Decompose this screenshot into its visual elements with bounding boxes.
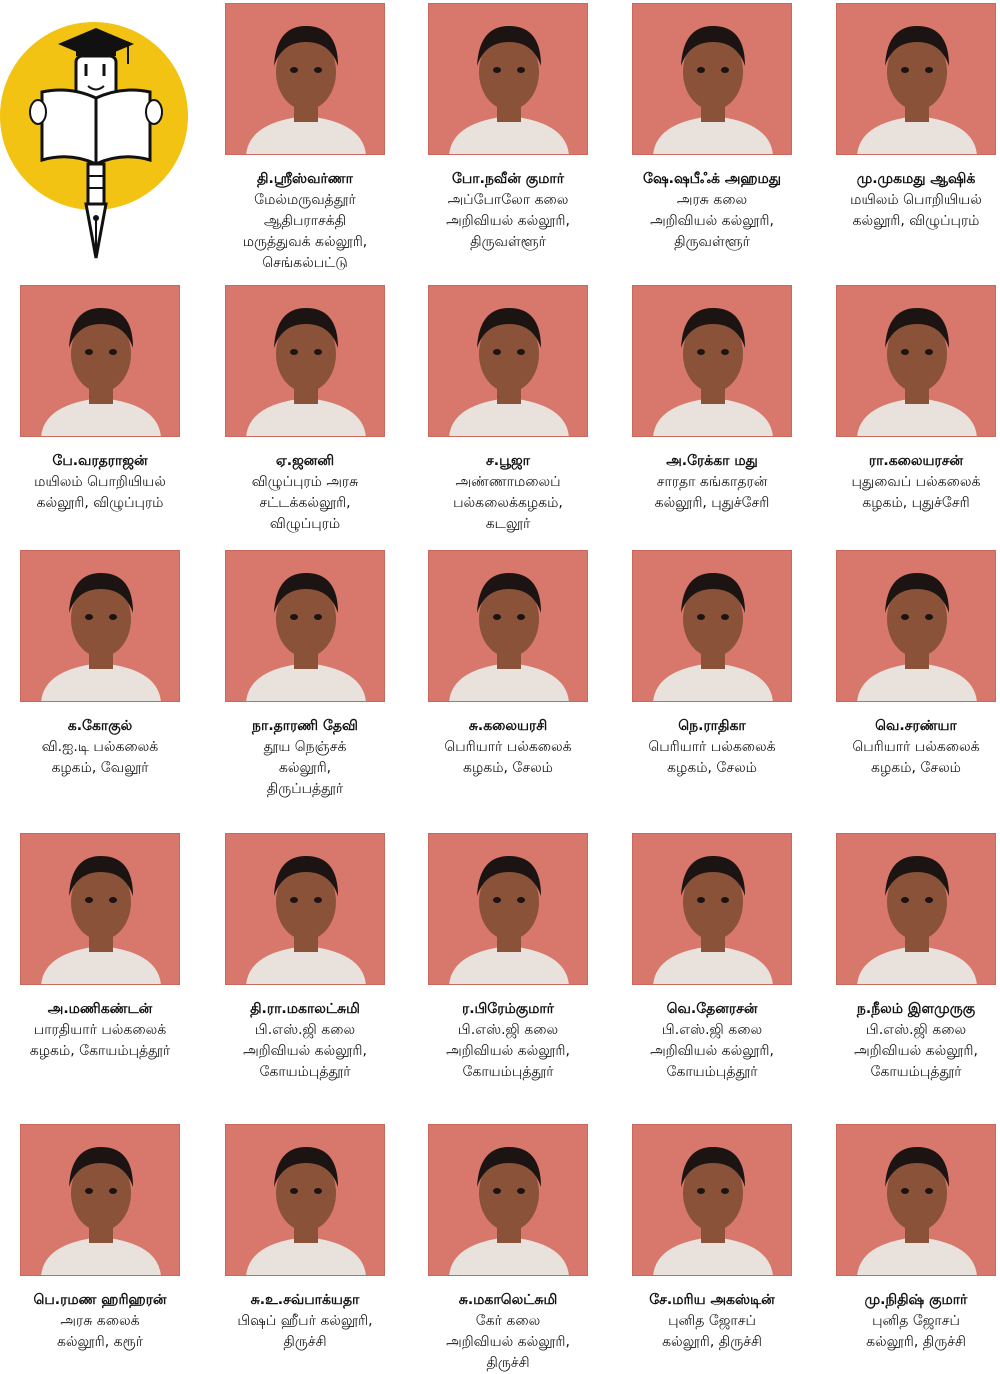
student-card [833, 1124, 999, 1353]
student-card [222, 550, 388, 800]
student-photo [428, 285, 588, 437]
student-name: ஏ.ஜனனி [275, 453, 335, 469]
student-name: சு.மகாலெட்சுமி [458, 1292, 558, 1308]
student-photo [20, 1124, 180, 1276]
student-name: தி.ஸ்ரீஸ்வர்ணா [257, 171, 353, 187]
student-photo [20, 833, 180, 985]
student-photo [836, 285, 996, 437]
student-college-line: கல்லூரி, விழுப்புரம் [852, 213, 980, 229]
student-name: தி.ரா.மகாலட்சுமி [250, 1001, 360, 1017]
student-name: நா.தாரணி தேவி [252, 718, 358, 734]
student-college-line: பிஷப் ஹீபர் கல்லூரி, [237, 1313, 373, 1329]
student-card [222, 833, 388, 1083]
student-name: வெ.தேனரசன் [666, 1001, 758, 1017]
student-photo [428, 550, 588, 702]
student-photo [225, 833, 385, 985]
student-name: ந.நீலம் இளமுருகு [856, 1001, 976, 1017]
student-card [425, 3, 591, 253]
student-college-line: திருச்சி [486, 1355, 530, 1371]
student-name: வெ.சரண்யா [875, 718, 957, 734]
student-college-line: அறிவியல் கல்லூரி, [854, 1043, 978, 1059]
student-photo [632, 550, 792, 702]
student-name: அ.ரேக்கா மது [666, 453, 758, 469]
student-photo [836, 3, 996, 155]
student-card [629, 1124, 795, 1353]
student-name: க.கோகுல் [67, 718, 133, 734]
student-college-line: அண்ணாமலைப் [455, 474, 561, 490]
student-college-line: அறிவியல் கல்லூரி, [650, 213, 774, 229]
student-card [425, 550, 591, 779]
student-name: நெ.ராதிகா [678, 718, 746, 734]
student-college-line: மயிலம் பொறியியல் [850, 192, 982, 208]
student-name: ஷே.ஷபீஃக் அஹமது [643, 171, 781, 187]
student-college-line: கல்லூரி, கரூர் [56, 1334, 144, 1350]
student-college-line: புனித ஜோசப் [668, 1313, 756, 1329]
student-card [17, 285, 183, 514]
student-name: ர.பிரேம்குமார் [461, 1001, 554, 1017]
student-card [833, 833, 999, 1083]
student-college-line: செங்கல்பட்டு [262, 255, 348, 271]
student-photo [836, 1124, 996, 1276]
student-photo [428, 3, 588, 155]
student-college-line: திருச்சி [283, 1334, 327, 1350]
student-name: பே.வரதராஜன் [52, 453, 148, 469]
student-college-line: அரசு கலை [676, 192, 748, 208]
student-name: ரா.கலையரசன் [868, 453, 964, 469]
student-college-line: அப்போலோ கலை [447, 192, 569, 208]
student-photo [225, 3, 385, 155]
student-college-line: கழகம், வேலூர் [51, 760, 149, 776]
student-college-line: சட்டக்கல்லூரி, [259, 495, 351, 511]
student-college-line: பி.எஸ்.ஜி கலை [865, 1022, 967, 1038]
student-card [833, 285, 999, 514]
student-card [833, 3, 999, 232]
student-card [222, 1124, 388, 1353]
student-name: சே.மரிய அகஸ்டின் [649, 1292, 775, 1308]
student-card [629, 3, 795, 253]
student-college-line: பெரியார் பல்கலைக் [852, 739, 980, 755]
student-college-line: அறிவியல் கல்லூரி, [446, 1043, 570, 1059]
student-college-line: புதுவைப் பல்கலைக் [851, 474, 981, 490]
student-college-line: கழகம், சேலம் [871, 760, 961, 776]
student-college-line: புனித ஜோசப் [872, 1313, 960, 1329]
student-college-line: திருப்பத்தூர் [266, 781, 344, 797]
student-college-line: கடலூர் [485, 516, 531, 532]
student-college-line: அரசு கலைக் [60, 1313, 140, 1329]
student-college-line: ஆதிபராசக்தி [263, 213, 347, 229]
student-photo [20, 285, 180, 437]
student-name: சு.கலையரசி [468, 718, 548, 734]
student-card [222, 3, 388, 274]
student-photo [632, 3, 792, 155]
student-card [629, 550, 795, 779]
student-name: மு.முகமது ஆஷிக் [856, 171, 976, 187]
student-college-line: கழகம், கோயம்புத்தூர் [29, 1043, 171, 1059]
student-college-line: சாரதா கங்காதரன் [656, 474, 768, 490]
student-card [629, 833, 795, 1083]
student-name: மு.நிதிஷ் குமார் [864, 1292, 968, 1308]
student-college-line: விழுப்புரம் அரசு [251, 474, 359, 490]
student-card [425, 1124, 591, 1374]
student-college-line: கோயம்புத்தூர் [462, 1064, 554, 1080]
student-name: பெ.ரமண ஹரிஹரன் [33, 1292, 167, 1308]
student-photo [225, 550, 385, 702]
student-college-line: பி.எஸ்.ஜி கலை [254, 1022, 356, 1038]
student-photo [632, 833, 792, 985]
student-college-line: திருவள்ளூர் [674, 234, 750, 250]
student-college-line: பாரதியார் பல்கலைக் [33, 1022, 167, 1038]
student-card [222, 285, 388, 535]
student-college-line: கல்லூரி, திருச்சி [662, 1334, 762, 1350]
student-photo [20, 550, 180, 702]
student-college-line: தூய நெஞ்சக் [263, 739, 347, 755]
student-photo [836, 550, 996, 702]
student-college-line: கழகம், சேலம் [463, 760, 553, 776]
student-college-line: பல்கலைக்கழகம், [453, 495, 563, 511]
logo-circle [0, 22, 188, 210]
student-college-line: கோயம்புத்தூர் [666, 1064, 758, 1080]
student-card [17, 1124, 183, 1353]
student-college-line: பெரியார் பல்கலைக் [648, 739, 776, 755]
student-card [833, 550, 999, 779]
student-college-line: அறிவியல் கல்லூரி, [446, 213, 570, 229]
student-card [425, 285, 591, 535]
student-college-line: பெரியார் பல்கலைக் [444, 739, 572, 755]
student-college-line: கல்லூரி, திருச்சி [866, 1334, 966, 1350]
student-name: ச.பூஜா [486, 453, 530, 469]
student-college-line: கோயம்புத்தூர் [870, 1064, 962, 1080]
student-card [629, 285, 795, 514]
student-card [425, 833, 591, 1083]
student-card [17, 833, 183, 1062]
student-college-line: கழகம், புதுச்சேரி [862, 495, 970, 511]
student-college-line: அறிவியல் கல்லூரி, [650, 1043, 774, 1059]
reader-mascot-icon [0, 0, 190, 262]
student-college-line: மேல்மருவத்தூர் [254, 192, 356, 208]
student-college-line: கல்லூரி, விழுப்புரம் [36, 495, 164, 511]
student-college-line: கழகம், சேலம் [667, 760, 757, 776]
student-name: அ.மணிகண்டன் [47, 1001, 153, 1017]
student-college-line: அறிவியல் கல்லூரி, [243, 1043, 367, 1059]
student-college-line: வி.ஐ.டி பல்கலைக் [41, 739, 159, 755]
student-photo [632, 285, 792, 437]
student-photo [836, 833, 996, 985]
student-college-line: கேர் கலை [475, 1313, 541, 1329]
student-photo [225, 285, 385, 437]
student-name: சு.உ.சவ்பாக்யதா [250, 1292, 360, 1308]
student-photo [428, 1124, 588, 1276]
student-college-line: கல்லூரி, [278, 760, 332, 776]
student-college-line: மருத்துவக் கல்லூரி, [242, 234, 368, 250]
student-name: போ.நவீன் குமார் [451, 171, 565, 187]
student-photo [428, 833, 588, 985]
student-college-line: மயிலம் பொறியியல் [34, 474, 166, 490]
student-card [17, 550, 183, 779]
student-college-line: பி.எஸ்.ஜி கலை [661, 1022, 763, 1038]
student-college-line: கல்லூரி, புதுச்சேரி [654, 495, 770, 511]
student-college-line: விழுப்புரம் [269, 516, 341, 532]
student-photo [225, 1124, 385, 1276]
student-college-line: பி.எஸ்.ஜி கலை [457, 1022, 559, 1038]
student-college-line: அறிவியல் கல்லூரி, [446, 1334, 570, 1350]
student-photo [632, 1124, 792, 1276]
student-college-line: கோயம்புத்தூர் [259, 1064, 351, 1080]
student-college-line: திருவள்ளூர் [470, 234, 546, 250]
